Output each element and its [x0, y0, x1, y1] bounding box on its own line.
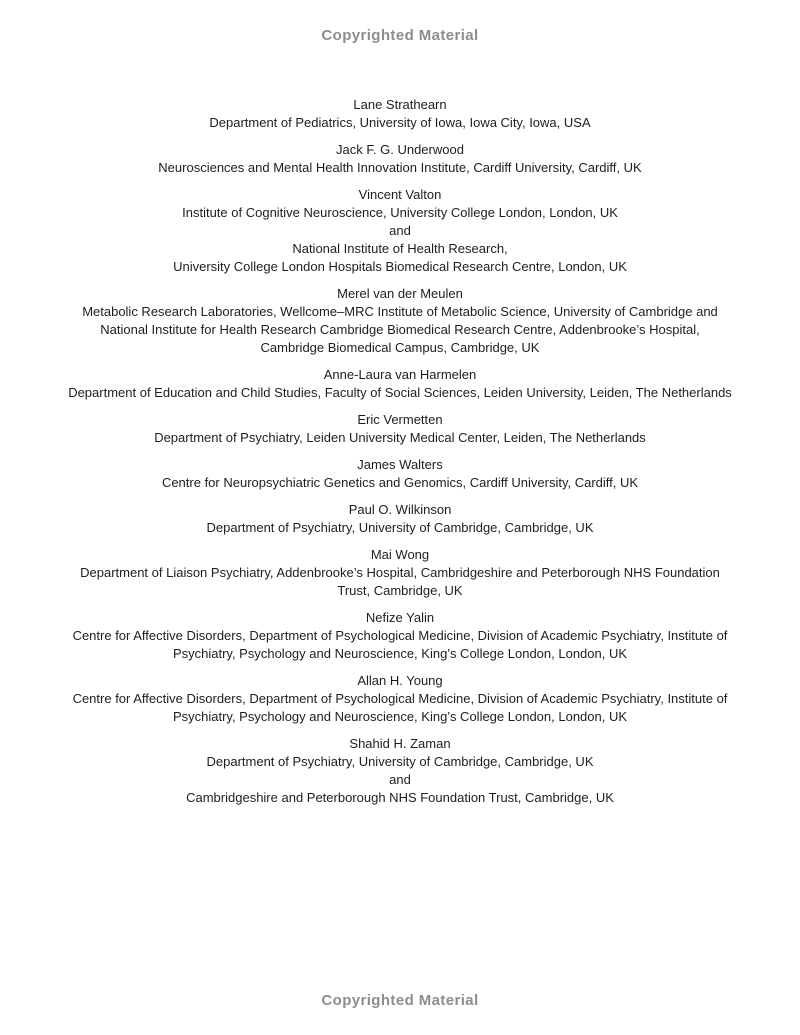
contributor-affiliation-line: Department of Liaison Psychiatry, Addenbrooke’s Hospital, Cambridgeshire and Peterborough NHS Foundation: [80, 565, 720, 580]
contributor-affiliation-line: and: [389, 772, 411, 787]
contributor-affiliation-line: Department of Psychiatry, University of Cambridge, Cambridge, UK: [206, 754, 594, 769]
contributor-name: Merel van der Meulen: [337, 286, 463, 301]
contributor-entry: [0, 672, 800, 726]
contributor-affiliation-line: Centre for Neuropsychiatric Genetics and Genomics, Cardiff University, Cardiff, UK: [161, 475, 639, 490]
contributor-affiliation-line: Trust, Cambridge, UK: [337, 583, 463, 598]
contributor-affiliation-line: Metabolic Research Laboratories, Wellcome–MRC Institute of Metabolic Science, University of Cambridge and: [82, 304, 718, 319]
contributor-entry: [0, 546, 800, 600]
contributor-affiliation-line: Centre for Affective Disorders, Department of Psychological Medicine, Division of Academic Psychiatry, Institute of: [72, 628, 728, 643]
contributor-name: Anne-Laura van Harmelen: [323, 367, 477, 382]
contributor-affiliation-line: Cambridge Biomedical Campus, Cambridge, UK: [260, 340, 540, 355]
contributor-entry: [0, 456, 800, 492]
contributor-entry: [0, 96, 800, 132]
contributor-affiliation-line: Institute of Cognitive Neuroscience, University College London, London, UK: [182, 205, 618, 220]
contributor-name: Lane Strathearn: [353, 97, 447, 112]
contributor-affiliation-line: University College London Hospitals Biomedical Research Centre, London, UK: [173, 259, 627, 274]
contributor-entry: [0, 609, 800, 663]
copyright-notice-top: Copyrighted Material: [321, 27, 479, 44]
contributor-name: Allan H. Young: [357, 673, 443, 688]
contributor-affiliation-line: Department of Education and Child Studies, Faculty of Social Sciences, Leiden University, Leiden, The Netherlands: [68, 385, 732, 400]
contributor-entry: [0, 501, 800, 537]
contributor-name: Jack F. G. Underwood: [336, 142, 464, 157]
contributor-affiliation-line: Department of Pediatrics, University of Iowa, Iowa City, Iowa, USA: [209, 115, 591, 130]
contributor-name: Vincent Valton: [358, 187, 442, 202]
contributor-affiliation-line: Cambridgeshire and Peterborough NHS Foundation Trust, Cambridge, UK: [186, 790, 614, 805]
contributor-affiliation-line: National Institute for Health Research Cambridge Biomedical Research Centre, Addenbrooke’s Hospital,: [100, 322, 700, 337]
contributor-entry: [0, 186, 800, 276]
contributor-affiliation-line: Department of Psychiatry, Leiden University Medical Center, Leiden, The Netherlands: [154, 430, 646, 445]
contributor-affiliation-line: Psychiatry, Psychology and Neuroscience, King’s College London, London, UK: [172, 646, 628, 661]
contributor-name: Paul O. Wilkinson: [348, 502, 452, 517]
contributor-affiliation-line: and: [389, 223, 411, 238]
contributor-entry: [0, 141, 800, 177]
contributor-affiliation-line: Department of Psychiatry, University of Cambridge, Cambridge, UK: [206, 520, 594, 535]
contributor-name: Shahid H. Zaman: [349, 736, 451, 751]
contributor-list: [0, 96, 800, 816]
contributor-affiliation-line: National Institute of Health Research,: [292, 241, 508, 256]
contributor-entry: [0, 735, 800, 807]
contributor-affiliation-line: Neurosciences and Mental Health Innovation Institute, Cardiff University, Cardiff, UK: [158, 160, 642, 175]
contributor-name: Mai Wong: [370, 547, 430, 562]
contributor-entry: [0, 411, 800, 447]
contributor-entry: [0, 366, 800, 402]
contributor-entry: [0, 285, 800, 357]
contributor-name: Eric Vermetten: [357, 412, 443, 427]
copyright-notice-bottom: Copyrighted Material: [321, 992, 479, 1009]
contributor-affiliation-line: Psychiatry, Psychology and Neuroscience, King’s College London, London, UK: [172, 709, 628, 724]
contributor-name: Nefize Yalin: [365, 610, 435, 625]
contributor-name: James Walters: [357, 457, 443, 472]
contributor-affiliation-line: Centre for Affective Disorders, Department of Psychological Medicine, Division of Academic Psychiatry, Institute of: [72, 691, 728, 706]
